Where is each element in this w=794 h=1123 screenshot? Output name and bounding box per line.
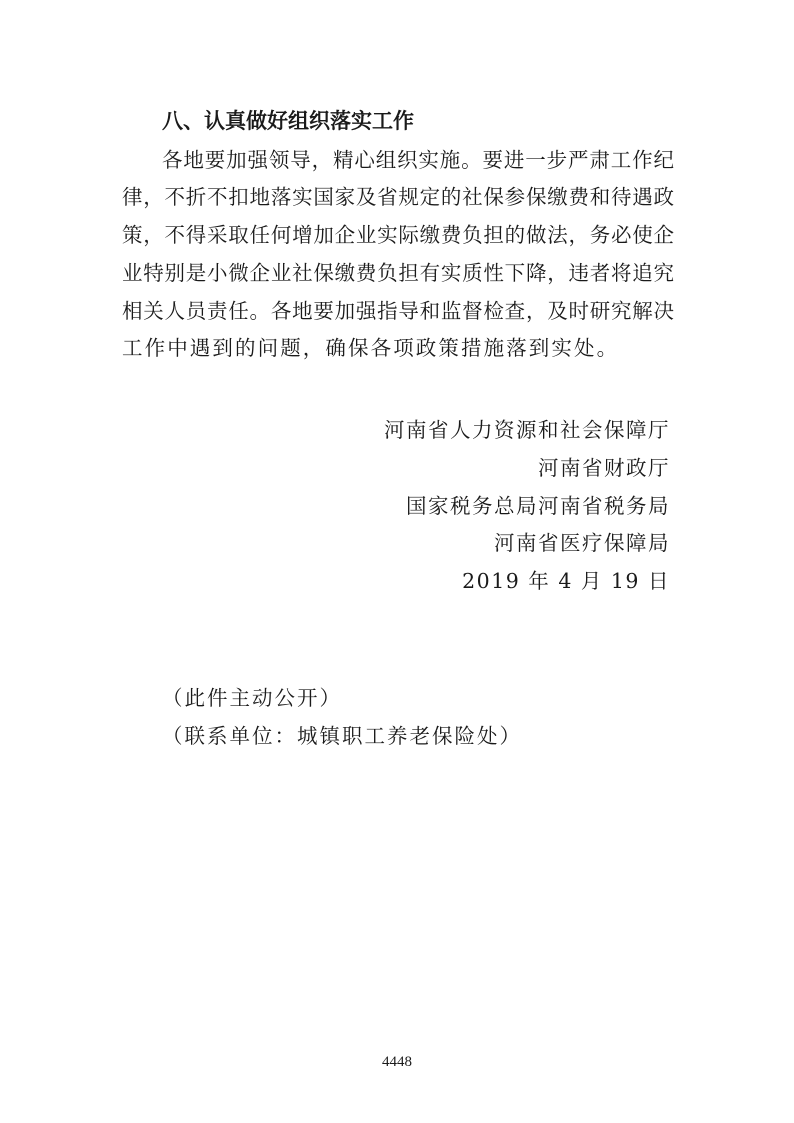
section-heading: 八、认真做好组织落实工作 [162, 109, 414, 133]
issuer-hrss: 河南省人力资源和社会保障厅 [384, 418, 670, 442]
paragraph-line-4: 业特别是小微企业社保缴费负担有实质性下降，违者将追究 [122, 261, 674, 285]
issuer-medical: 河南省医疗保障局 [494, 531, 670, 555]
paragraph-line-1: 各地要加强领导，精心组织实施。要进一步严肃工作纪 [162, 148, 674, 172]
paragraph-line-3: 策，不得采取任何增加企业实际缴费负担的做法，务必使企 [122, 223, 674, 247]
issuer-finance: 河南省财政厅 [538, 456, 670, 480]
paragraph-line-5: 相关人员责任。各地要加强指导和监督检查，及时研究解决 [122, 299, 674, 323]
contact-note: （联系单位：城镇职工养老保险处） [162, 724, 522, 748]
page-number: 4448 [382, 1054, 412, 1070]
paragraph-line-6: 工作中遇到的问题，确保各项政策措施落到实处。 [122, 336, 620, 360]
issue-date: 2019 年 4 月 19 日 [462, 569, 670, 593]
issuer-tax: 国家税务总局河南省税务局 [406, 494, 670, 518]
paragraph-line-2: 律，不折不扣地落实国家及省规定的社保参保缴费和待遇政 [122, 185, 674, 209]
disclosure-note: （此件主动公开） [162, 686, 342, 710]
